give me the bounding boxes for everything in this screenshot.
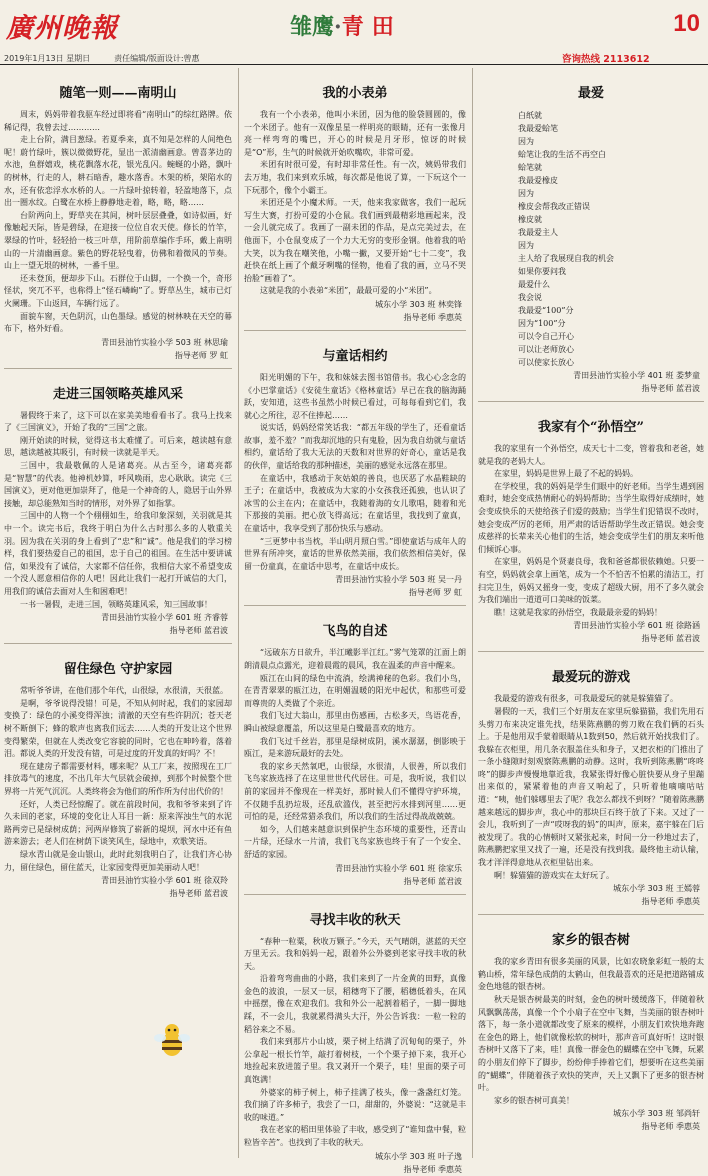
article-paragraph: 我最爱的游戏有很多，可我最爱玩的就是躲猫猫了。 (494, 694, 678, 704)
article (478, 82, 704, 395)
author-signature: 青田县油竹实验小学 601 班 齐睿蓉 (101, 613, 228, 623)
article-paragraph: 我们飞过千丝岩，那里是绿树成阴，溪水潺潺，倒影映于瓯江，是来游玩最好的去处。 (244, 736, 466, 759)
article-paragraph: 在童话中，我感动于灰姑娘的善良，也厌恶了水晶鞋缺的王子；在童话中，我被成为大家的小女孩我还孤独，也认识了冰雪的公主在内；在童话中，我随着海的女儿歌唱，随着和光下那接的美丽。把心放飞得高远；在童话里，我找到了童真，在童话中，我享受到了那份快乐与感动。 (244, 473, 466, 534)
poem-line: 可以使家长放心 (518, 358, 574, 367)
poem-line: 因为“100”分 (518, 319, 566, 328)
info-bar (0, 52, 708, 65)
poem-line: 因为 (518, 241, 534, 250)
article-title: 寻找丰收的秋天 (309, 912, 401, 928)
article-title: 留住绿色 守护家园 (63, 662, 173, 678)
article (478, 666, 704, 908)
author-signature: 城东小学 303 班 邹尚轩 (613, 1109, 700, 1119)
article-paragraph: 在家里，妈妈是世界上最了不起的妈妈。 (494, 469, 638, 479)
article-paragraph: 瓯江在山间的绿色中流淌，绘满神秘的色彩。我们小鸟，在青青翠翠的瓯江边，在明媚温暖的阳光中起伏，和那些可爱而尊贵的人类做了个亲近。 (244, 673, 466, 708)
article-paragraph: 这就是我的小表弟“米团”，最最可爱的小“米团”。 (260, 286, 437, 296)
teacher-credit: 指导老师 季惠英 (403, 1164, 462, 1174)
column-2 (244, 68, 466, 1174)
article (244, 82, 466, 324)
poem-line: 白纸就 (518, 111, 542, 120)
teacher-credit: 指导老师 罗 虹 (174, 350, 228, 360)
article (244, 620, 466, 887)
poem-line: 蛤笔让我的生活不再空白 (518, 150, 606, 159)
hotline: 咨询热线 2113612 (562, 54, 650, 65)
article-paragraph: 走上台阶，满目葱绿。若夏季来，真不知是怎样的人间绝色呢！蔚竹绿叶，簇以微微野花，显出一派清幽画意。曾喜茅边的水池，鱼群嬉戏，桃花飘落水花，银光乱闪。蜿蜒的小路，飘叶的树林，行走的人，耕石暗香，趣水落香。木架的桥，架陷水的水，还有依恋浮水水桥的人。一片绿叶掠转着，轻盈地落下，点出一圈水纹。白鹭在水桥上静静地走着，略，略，略…… (4, 135, 232, 208)
author-signature: 城东小学 303 班 林奕锋 (375, 299, 462, 309)
section-title-a: 雏鹰 (290, 14, 335, 40)
poem-line: 我最爱“100”分 (518, 306, 574, 315)
article-paragraph: 周末，妈妈带着我驱车经过即将看“南明山”的综红路牌。依稀记得，我曾去过………… (4, 110, 232, 132)
article-paragraph: 秋天是银杏树最美的时刻，金色的树叶缓缓落下，伴随着秋风飘飘荡荡，真像一个个小扇子在空中飞舞，当美丽的银杏树叶落下，每一条小道就都改变了原来的模样，小朋友们欢快地奔跑在金色的路上，他们就像松软的树叶，那声音可真好听！这时银杏树叶又落下了来，哇！真像一群金色的蝴蝶在空中飞舞，玩累的小朋友们停下了脚步，纷纷伸手捧着它们，想要听在这些美丽的“蝴蝶”，伴随着孩子欢快的笑声，天上又飘下了更多的银杏树叶。 (478, 995, 704, 1093)
article-divider (478, 651, 704, 652)
column-divider (472, 68, 473, 1158)
article-divider (478, 914, 704, 915)
article-paragraph: 三国中，我最敬佩的人是诸葛亮。从古至今，诸葛亮都是“智慧”的代表。他神机妙算，呼风唤雨，忠心耿耿。读完《三国演义》，更对他更加崇拜了，他是一个神奇的人，隐居于山外界接触，却总能熟知当时的情形，对外界了如指掌。 (4, 461, 232, 508)
poem-line: 我会说 (518, 293, 542, 302)
poem-line: 因为 (518, 137, 534, 146)
article-paragraph: 米团有时很可爱，有时却非常任性。有一次，姨妈带我们去万地，我们来到欢乐城，每次都是他说了算，一下玩这个一下玩那个，像个小霸王。 (244, 160, 466, 195)
article-paragraph: 沿着弯弯曲曲的小路，我们来到了一片金黄的田野，真像金色的波浪，一层又一层，稻穗弯下了腰，稻穗低着头，在风中摇摆，像在欢迎我们。我和外公一起割着稻子，一脚一脚地踩，不一会儿，我就累得满头大汗，外公告诉我：一粒一粒的稻谷来之不易。 (244, 974, 466, 1034)
poem-line: 可以让老师放心 (518, 345, 574, 354)
article-title: 最爱 (577, 86, 604, 101)
teacher-credit: 指导老师 季惠英 (641, 1122, 700, 1132)
section-title-dot: · (334, 14, 342, 40)
poem-line: 因为 (518, 189, 534, 198)
bee-illustration-icon (152, 1020, 192, 1060)
article-divider (244, 894, 466, 895)
article-paragraph: 米团还是个小魔术师。一天，他来我家做客，我们一起玩写生大赛，打扮可爱的小仓鼠。我们画到最精彩地画起来，没一会儿就完成了。我画了一副未团的作品，是点完美过去，在他面下，小仓鼠变成了一个力大无穷的变形金钢。他着我的哈大笑，以为我在嘲笑他，小嘴一撇，又要开始“七十二变”，我赶快在纸上画了个戴牙咧嘴的怪物，他看了我的画，立马不哭抬脸“画着了”。 (244, 198, 466, 283)
teacher-credit: 指导老师 蓝君波 (641, 384, 700, 393)
article-paragraph: 阳光明媚的下午，我和妹妹去图书馆借书。我心心念念的《小巴掌童话》《安徒生童话》《格林童话》早已在我的脑海踊跃，安知道，这些书虽然小时候已看过，可每每看到它们，我就心之所往，忍不住捧起…… (244, 372, 466, 420)
author-signature: 青田县油竹实验小学 503 班 吴一丹 (335, 575, 462, 585)
article-title: 家乡的银杏树 (551, 933, 630, 949)
article-paragraph: 我在老家的稻田里体验了丰收，感受到了“谁知盘中餐，粒粒皆辛苦”。也找到了丰收的秋天。 (244, 1125, 466, 1147)
poem-lines (478, 109, 704, 369)
article-paragraph: 我有一个小表弟，他叫小米团，因为他的脸袋圆圆的，像一个米团子。他有一双像星星一样明亮的眼睛，还有一张像月亮一样弯弯的嘴巴，开心的时候是月牙形，惊讶的时候是“O”形，生气的时候就开始吹嘴吹，非常可爱。 (244, 110, 466, 157)
article-paragraph: 暑假的一天，我们三个好朋友在家里玩躲猫猫，我们先用石头剪刀布来决定谁先找，结果陈燕鹏的剪刀败在我们俩的石头上。于是他用双手蒙着眼睛从1数到50，然后就开始找我们了。我躲在衣柜里，用几条衣服盖住头和身子，又把衣柜的门推出了一条小缝隙时刻观察陈燕鹏的动静。这时，我听到陈燕鹏“咚咚咚”的脚步声慢慢地靠近我，我紧张得好像心脏快要从身子里蹦出来似的，紧紧着他的声音又响起了，只听着他嘀嘀咕咕道：“咦，他们躲哪里去了呢？我怎么都找不到呀？”随着陈燕鹏越来越远的脚步声，我心中的那块巨石终于放了下来。又过了一会儿，我听到了一声“哎呀我的妈”的叫声，原来，嘉宇躲在门后被发现了。我的心情顿时又紧张起来，时间一分一秒地过去了，陈燕鹏把家里又找了一遍，还是没有找到我。最终他主动认输，我才洋洋得意地从衣柜里钻出来。 (478, 706, 704, 868)
author-signature: 青田县油竹实验小学 503 班 林思瑜 (101, 337, 228, 347)
article-paragraph: 台阶两向上，野草夹在其间，树叶层层叠叠，如诗似画，好像触起天际，皆是碧绿，在迎接一位位自农天使。修长的竹竿，翠绿的竹叶，轻轻拾一枝三叶草，用阶前草编作手环，戴上南明山的一片清幽画意。紫色的野花轻曳着，仿佛和着微风的节奏。山上一望无垠的树林，一番千里。 (4, 210, 232, 271)
article-paragraph: 我的家乡青田有很多美丽的风景，比如农晓象彩虹一般的太鹤山桥，常年绿色成荫的太鹤山，但我最喜欢的还是把道路铺成金色地毯的银杏树。 (478, 957, 704, 992)
column-1 (4, 68, 232, 1158)
section-title-b: 青田 (341, 14, 402, 40)
article-paragraph: 我们来到那片小山坡，栗子树上结满了沉甸甸的栗子，外公拿起一根长竹竿，敲打着树枝，一个个栗子掉下来，我开心地捡起来放进篮子里。我又剥开一个栗子，哇！里面的栗子可真饱满！ (244, 1037, 466, 1085)
article-paragraph: 现在建房子都需要材料，哪来呢？从工厂来，按照现在工厂排放毒气的速度，不出几年大气层就会破掉，到那个时候整个世界将一片死气沉沉。人类终将会为他们的所作所为付出代价的！ (4, 761, 232, 796)
poem-line: 如果你要问我 (518, 267, 566, 276)
article (4, 383, 232, 638)
article-paragraph: 瞧！这就是我家的孙悟空，我最最亲爱的妈妈！ (494, 607, 662, 617)
article-title: 与童话相约 (322, 348, 388, 364)
poem-line: 主人给了我展现自我的机会 (518, 254, 614, 263)
article (244, 909, 466, 1176)
article-divider (478, 401, 704, 402)
teacher-credit: 指导老师 蓝君波 (169, 626, 228, 636)
article-paragraph: 我们飞过大翁山，那里由伤感画，古松多天，鸟语花香，瞬山被绿意覆盖，所以这里是白鹭最喜欢的地方。 (244, 711, 466, 733)
article (4, 658, 232, 900)
article-paragraph: 还未登顶，便却步下山。石群位于山脚，一个换一个，奇形怪状，突兀不平，也称得上“怪石嶙峋”了。野草丛生，城市已灯火阑珊。下山返回，车辆行远了。 (4, 273, 232, 308)
article-paragraph: 绿水青山就是金山银山，此时此刻我明白了，让我们齐心协力，留住绿色，留住蓝天，让家园变得更加美丽动人吧！ (4, 849, 232, 872)
article-divider (244, 605, 466, 606)
article-paragraph: 一书一暑假，走进三国，领略英雄风采，知三国故事！ (20, 599, 212, 609)
article-title: 最爱玩的游戏 (551, 670, 630, 686)
article-title: 随笔一则——南明山 (59, 86, 177, 101)
poem-line: 蛤笔就 (518, 163, 542, 172)
article-paragraph: “远破东方日欲升，半江曦影半江红。”雾气笼罩的江面上朗朗清晨点点露光，迎着晨霞的晨风，我在温柔的声音中醒来。 (244, 648, 466, 670)
teacher-credit: 指导老师 蓝君波 (169, 889, 228, 899)
article-paragraph: 还好，人类已经惊醒了。就在前段时间，我和爷爷来到了许久未回的老家，环境的变化让人耳目一新：原来浑浊生气的水泥路两旁已是绿树成荫；河两岸修筑了崭新的堤坝，河水中还有鱼游来游去；老人们在树荫下谈笑风生，绿地中，欢歌笑语。 (4, 799, 232, 847)
article-paragraph: 外婆家的柿子树上，柿子挂满了枝头，像一盏盏红灯笼。我们摘了许多柿子，我尝了一口，甜甜的，外婆说：“这就是丰收的味道。” (244, 1087, 466, 1122)
teacher-credit: 指导老师 罗 虹 (408, 588, 462, 598)
column-divider (238, 68, 239, 1158)
section-title (290, 10, 402, 41)
poem-line: 我最爱橡皮 (518, 176, 558, 185)
poem-line: 最爱什么 (518, 280, 550, 289)
article-title: 我家有个“孙悟空” (538, 420, 644, 435)
article-paragraph: 刚开始读的时候，觉得这书太难懂了。可后来，越读越有意思，越读越被其吸引，有时候一读就是半天。 (4, 435, 232, 458)
column-3 (478, 68, 704, 1158)
date-line: 2019年1月13日 星期日 责任编辑/版面设计:曾惠 (4, 54, 200, 63)
poem-line: 可以令自己开心 (518, 332, 574, 341)
article-title: 走进三国领略英雄风采 (52, 386, 183, 402)
teacher-credit: 指导老师 季惠英 (403, 312, 462, 322)
teacher-credit: 指导老师 蓝君波 (641, 634, 700, 644)
article-paragraph: 是啊，爷爷说得没错！可是，不知从何时起，我们的家园却变换了：绿色的小溪变得浑浊；清澈的天空有些许阴沉；苍天老树不断倒下；蜂的歌声也离我们远去……人类的开发让这个世界变得繁荣，但就在人类改变它容貌的同时，它也在呻吟着，落着泪。都说人类的开发没有错，可是过度的开发真的好吗？不！ (4, 698, 232, 759)
author-signature: 城东小学 303 班 王嫣蓉 (613, 884, 700, 894)
article-paragraph: “春种一粒粟，秋收万颗子。”今天，天气晴朗，湛蓝的天空万里无云。我和妈妈一起，跟着外公外婆到老家寻找丰收的秋天。 (244, 936, 466, 971)
article-paragraph: 三国中的人物一个个栩栩如生，给我印象深刻，关羽就是其中一个。读完书后，我终于明白为什么古时那么多的人敬重关羽。因为我在关羽的身上看到了“忠”和“诚”。他是我们的学习榜样，我们要热爱自己的祖国，忠于自己的祖国。在生活中要讲诚信，如果没有了诚信，大家都不信任你，我相信大家不希望变成一个没人愿意相信你的人吧！因此让我们一起打开诚信的大门，用我们的诚信去面对人生和困难吧！ (4, 511, 232, 596)
article-title: 飞鸟的自述 (322, 624, 388, 640)
author-signature: 青田县油竹实验小学 601 班 徐路涵 (573, 621, 700, 631)
poem-line: 我最爱主人 (518, 228, 558, 237)
article (244, 345, 466, 600)
article-paragraph: 我的家乡天然氧吧，山很绿，水很清，人很善，所以我们飞鸟家族选择了在这里世世代代居住。可是，我听说，我们以前的家园并不像现在一样美好，那时候人们不懂得守护环境，不仅随手乱扔垃圾，还乱砍滥伐，甚至把污水排到河里……更可怕的是，还经常猎杀我们，所以我们的生活过得战战兢兢。 (244, 761, 466, 822)
article-paragraph: 啊！躲猫猫的游戏实在太好玩了。 (494, 870, 614, 880)
poem-line: 橡皮会帮我改正错误 (518, 202, 590, 211)
newspaper-logo: 廣州晚報 (6, 13, 118, 44)
article-paragraph: 家乡的银杏树可真美！ (494, 1095, 574, 1105)
page-number: 10 (673, 10, 700, 37)
article-divider (244, 330, 466, 331)
teacher-credit: 指导老师 季惠英 (641, 897, 700, 907)
article-divider (4, 368, 232, 369)
article-paragraph: 我的家里有一个孙悟空，成天七十二变，管着我和老爸，她就是我的老妈大人。 (478, 444, 704, 466)
article (4, 82, 232, 362)
author-signature: 青田县油竹实验小学 601 班 徐家乐 (335, 863, 462, 873)
article-paragraph: 面貌车窗，天色阴沉，山色墨绿。感觉的树林映在天空的幕布下，格外好看。 (4, 311, 232, 334)
article-title: 我的小表弟 (322, 86, 388, 101)
article (478, 929, 704, 1133)
article-paragraph: 如今，人们越来越意识到保护生态环境的重要性，还青山一片绿，还绿水一片清，我们飞鸟家族也终于有了一个安全、舒适的家园。 (244, 824, 466, 859)
teacher-credit: 指导老师 蓝君波 (403, 876, 462, 886)
author-signature: 青田县油竹实验小学 601 班 徐双羚 (101, 876, 228, 886)
article-paragraph: 暑假终于来了，这下可以在家美美地看看书了。我马上找来了《三国演义》，开始了我的“三国”之旅。 (4, 410, 232, 433)
article-paragraph: 常听爷爷讲，在他们那个年代，山很绿，水很清，天很蓝。 (20, 686, 228, 696)
article-paragraph: 说实话，妈妈经常笑话我：“都五年级的学生了，还看童话故事，羞不羞？”而我却沉地的只有鬼脸，因为我自幼就与童话相约，童话给了我大无法的天数和对世界的好奇心，童话是我的伙伴，童话给我的那种描述，美丽的感觉永远落在那里。 (244, 423, 466, 471)
poem-line: 我最爱蛤笔 (518, 124, 558, 133)
author-signature: 城东小学 303 班 叶子逸 (375, 1151, 462, 1161)
poem-line: 橡皮就 (518, 215, 542, 224)
article-paragraph: 在学校里，我的妈妈是学生们眼中的好老师。当学生遇到困难时，她会变成热情耐心的妈妈帮助；当学生取得好成绩时，她会变成快乐的天使给孩子们爱的鼓励；当学生们犯错误不改时，她会变成严厉的老师，用严肃的话语帮助学生改正错误。她会变成慈祥的长辈来关心他们的生活，她会变成学生们的朋友来听他们倾诉心事。 (478, 481, 704, 554)
article-paragraph: “三更梦中书当枕，半山明月照白雪。”即使童话与成年人的世界有所冲突，童话的世界依然美丽，我们依然相信美好，保留一份童真，在童话中思考，在童话中成长。 (244, 536, 466, 571)
article-divider (4, 643, 232, 644)
author-signature: 青田县油竹实验小学 401 班 娄梦童 (573, 371, 700, 380)
masthead (0, 0, 708, 52)
article-paragraph: 在家里，妈妈是个贤妻良母，我和爸爸都很依赖她。只要一有空，妈妈就会拿上画笔，成为一个不怕苦不怕累的清洁工，打扫完卫生，妈妈又摇身一变，变成了超级大厨，用不了多久就会为我们端出一道道可口美味的饭菜。 (478, 557, 704, 605)
article (478, 416, 704, 645)
